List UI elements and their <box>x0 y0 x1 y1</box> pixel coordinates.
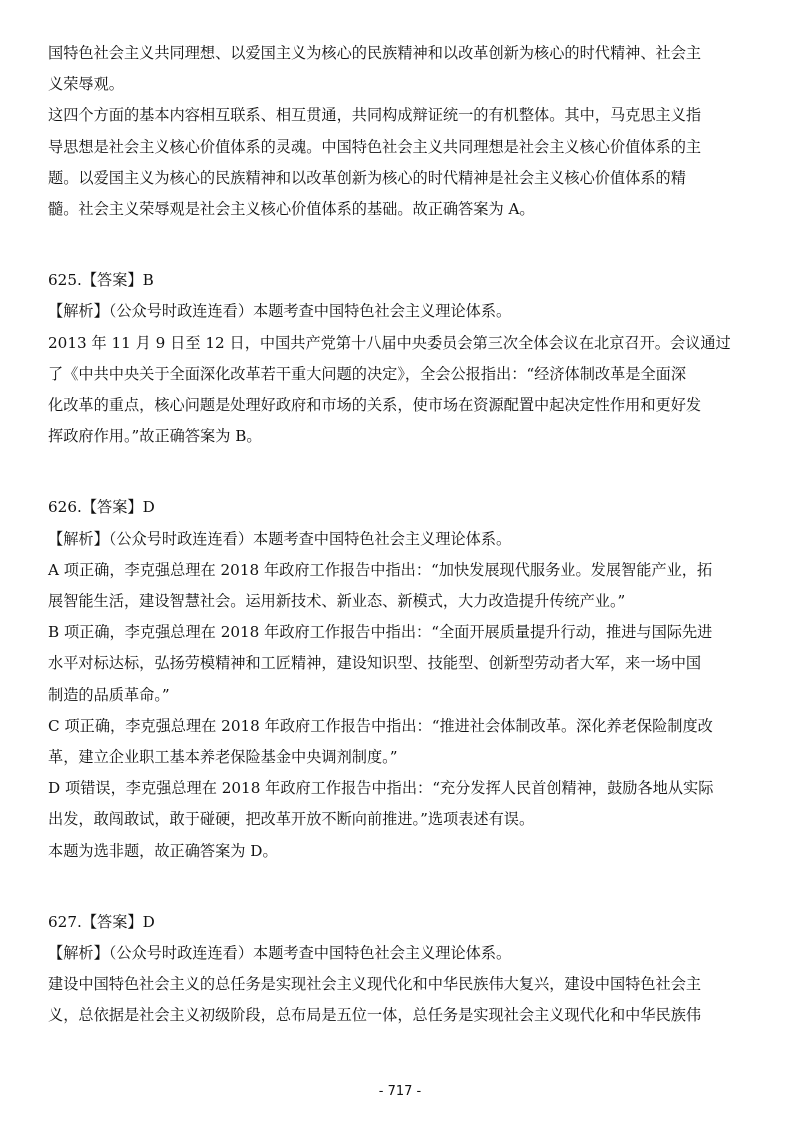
text-line: 国特色社会主义共同理想、以爱国主义为核心的民族精神和以改革创新为核心的时代精神、社会主 <box>48 44 702 62</box>
text-line: 化改革的重点，核心问题是处理好政府和市场的关系，使市场在资源配置中起决定性作用和更好发 <box>48 396 702 415</box>
option-a-line: A 项正确，李克强总理在 2018 年政府工作报告中指出：“加快发展现代服务业。发展智能产业，拓 <box>48 560 713 579</box>
document-page <box>48 38 764 1032</box>
analysis-627: 【解析】（公众号时政连连看）本题考查中国特色社会主义理论体系。 <box>48 944 512 963</box>
option-b-line: 水平对标达标，弘扬劳模精神和工匠精神，建设知识型、技能型、创新型劳动者大军，来一场中国 <box>48 654 702 673</box>
answer-627: 627.【答案】D <box>48 912 155 931</box>
option-a-line: 展智能生活，建设智慧社会。运用新技术、新业态、新模式，大力改造提升传统产业。” <box>48 592 626 611</box>
answer-625: 625.【答案】B <box>48 271 154 290</box>
option-c-line: 革，建立企业职工基本养老保险基金中央调剂制度。” <box>48 748 398 767</box>
option-b-line: 制造的品质革命。” <box>48 685 170 704</box>
conclusion-626: 本题为选非题，故正确答案为 D。 <box>48 841 278 860</box>
text-line: 髓。社会主义荣辱观是社会主义核心价值体系的基础。故正确答案为 A。 <box>48 200 535 219</box>
text-line: 了《中共中央关于全面深化改革若干重大问题的决定》，全会公报指出：“经济体制改革是全面深 <box>48 364 687 383</box>
text-line: 义，总依据是社会主义初级阶段，总布局是五位一体，总任务是实现社会主义现代化和中华民族伟 <box>48 1006 702 1025</box>
text-line: 挥政府作用。”故正确答案为 B。 <box>48 427 262 446</box>
text-line: 义荣辱观。 <box>48 75 124 94</box>
text-line: 建设中国特色社会主义的总任务是实现社会主义现代化和中华民族伟大复兴，建设中国特色社会主 <box>48 975 702 994</box>
text-line: 题。以爱国主义为核心的民族精神和以改革创新为核心的时代精神是社会主义核心价值体系的精 <box>48 168 686 187</box>
text-line: 导思想是社会主义核心价值体系的灵魂。中国特色社会主义共同理想是社会主义核心价值体系的主 <box>48 137 702 156</box>
text-line: 这四个方面的基本内容相互联系、相互贯通，共同构成辩证统一的有机整体。其中，马克思主义指 <box>48 106 702 125</box>
page-number: - 717 - <box>378 1084 422 1099</box>
option-c-line: C 项正确，李克强总理在 2018 年政府工作报告中指出：“推进社会体制改革。深化养老保险制度改 <box>48 716 713 735</box>
analysis-625: 【解析】（公众号时政连连看）本题考查中国特色社会主义理论体系。 <box>48 302 512 321</box>
option-d-line: D 项错误，李克强总理在 2018 年政府工作报告中指出：“充分发挥人民首创精神，鼓励各地从实际 <box>48 779 714 798</box>
text-line: 2013 年 11 月 9 日至 12 日，中国共产党第十八届中央委员会第三次全体会议在北京召开。会议通过 <box>48 333 731 352</box>
option-b-line: B 项正确，李克强总理在 2018 年政府工作报告中指出：“全面开展质量提升行动，推进与国际先进 <box>48 623 713 642</box>
analysis-626: 【解析】（公众号时政连连看）本题考查中国特色社会主义理论体系。 <box>48 529 512 548</box>
answer-626: 626.【答案】D <box>48 498 155 517</box>
option-d-line: 出发，敢闯敢试，敢于碰硬，把改革开放不断向前推进。”选项表述有误。 <box>48 810 535 829</box>
